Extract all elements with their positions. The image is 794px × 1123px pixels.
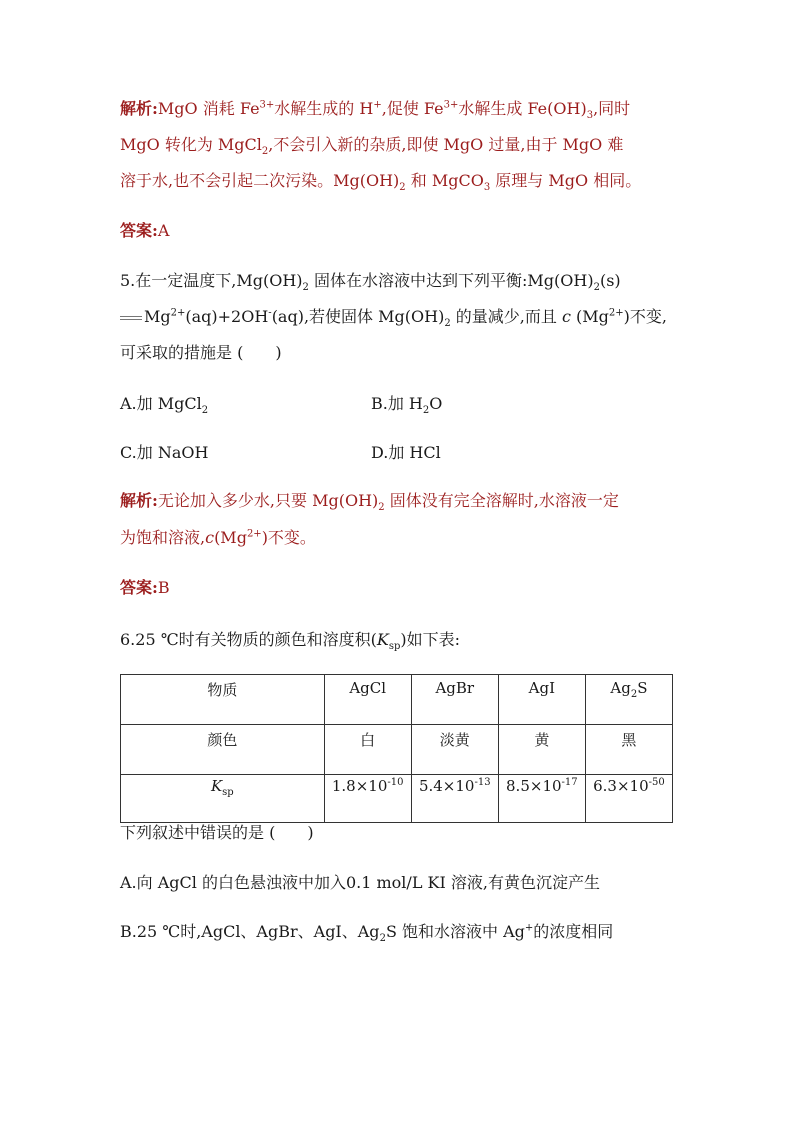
table-cell: $1.8\times 10^{-10}$ xyxy=(324,775,411,823)
analysis-1-line-1: 解析:MgO 消耗 $Fe^{3+}$水解生成的 H+,促使 $Fe^{3+}$水解生成 $Fe(OH)_3$,同时 xyxy=(120,99,631,122)
option-c: C.加 NaOH xyxy=(120,443,209,462)
equilibrium-arrow-icon xyxy=(120,314,142,322)
table-row xyxy=(121,775,673,823)
table-row xyxy=(121,725,673,775)
answer-1 xyxy=(120,220,169,242)
table-cell: 淡黄 xyxy=(411,725,498,775)
table-header-row xyxy=(121,675,673,725)
table-cell: 白 xyxy=(324,725,411,775)
table-cell: $K_{sp}$ xyxy=(121,775,325,823)
table-cell: $Ag_2S$ xyxy=(585,675,672,725)
table-cell: AgCl xyxy=(324,675,411,725)
table-cell: 黑 xyxy=(585,725,672,775)
table-cell: 黄 xyxy=(498,725,585,775)
option-a: A.加 MgCl$_2$ xyxy=(120,394,209,417)
option-d: D.加 HCl xyxy=(371,443,441,462)
option-b: B.25 ℃时,AgCl、AgBr、AgI、$Ag_2S$ 饱和水溶液中 Ag+的浓度相同 xyxy=(120,922,614,945)
analysis-1-line-2: MgO 转化为 MgCl$_2$,不会引入新的杂质,即使 MgO 过量,由于 MgO 难 xyxy=(120,135,624,158)
option-a: A.向 AgCl 的白色悬浊液中加入0.1 mol/L KI 溶液,有黄色沉淀产生 xyxy=(120,873,600,892)
analysis-label: 解析: xyxy=(120,491,158,510)
analysis-label: 解析: xyxy=(120,99,158,118)
question-5-line-3: 可采取的措施是 ( ) xyxy=(120,343,282,362)
analysis-1-line-3: 溶于水,也不会引起二次污染。$Mg(OH)_2$ 和 MgCO$_3$ 原理与 MgO 相同。 xyxy=(120,171,642,194)
table-cell: $5.4\times 10^{-13}$ xyxy=(411,775,498,823)
analysis-2-line-1: 解析:无论加入多少水,只要 $Mg(OH)_2$ 固体没有完全溶解时,水溶液一定 xyxy=(120,491,619,514)
table-cell: 颜色 xyxy=(121,725,325,775)
answer-label: 答案: xyxy=(120,578,158,597)
question-6-intro: 6.25 ℃时有关物质的颜色和溶度积$(K_{sp})$如下表: xyxy=(120,630,460,653)
answer-value: B xyxy=(157,578,170,597)
solubility-table xyxy=(120,674,673,823)
option-b: B.加 $H_2O$ xyxy=(371,394,443,417)
table-cell: AgBr xyxy=(411,675,498,725)
question-5-line-2: $Mg^{2+}(aq)+2OH^-(aq)$,若使固体 $Mg(OH)_2$ 的量减少,而且 c $(Mg^{2+})$不变, xyxy=(120,306,667,328)
table-cell: $8.5\times 10^{-17}$ xyxy=(498,775,585,823)
table-cell: $6.3\times 10^{-50}$ xyxy=(585,775,672,823)
question-6-prompt: 下列叙述中错误的是 ( ) xyxy=(120,823,314,842)
answer-value: A xyxy=(157,221,170,240)
answer-2 xyxy=(120,577,170,599)
question-5-line-1: 5.在一定温度下$,Mg(OH)_2$ 固体在水溶液中达到下列平衡$:Mg(OH)_2(s)$ xyxy=(120,271,621,294)
table-cell: AgI xyxy=(498,675,585,725)
analysis-2-line-2: 为饱和溶液$,c(Mg^{2+})$不变。 xyxy=(120,528,316,547)
answer-label: 答案: xyxy=(120,221,158,240)
table-cell: 物质 xyxy=(121,675,325,725)
